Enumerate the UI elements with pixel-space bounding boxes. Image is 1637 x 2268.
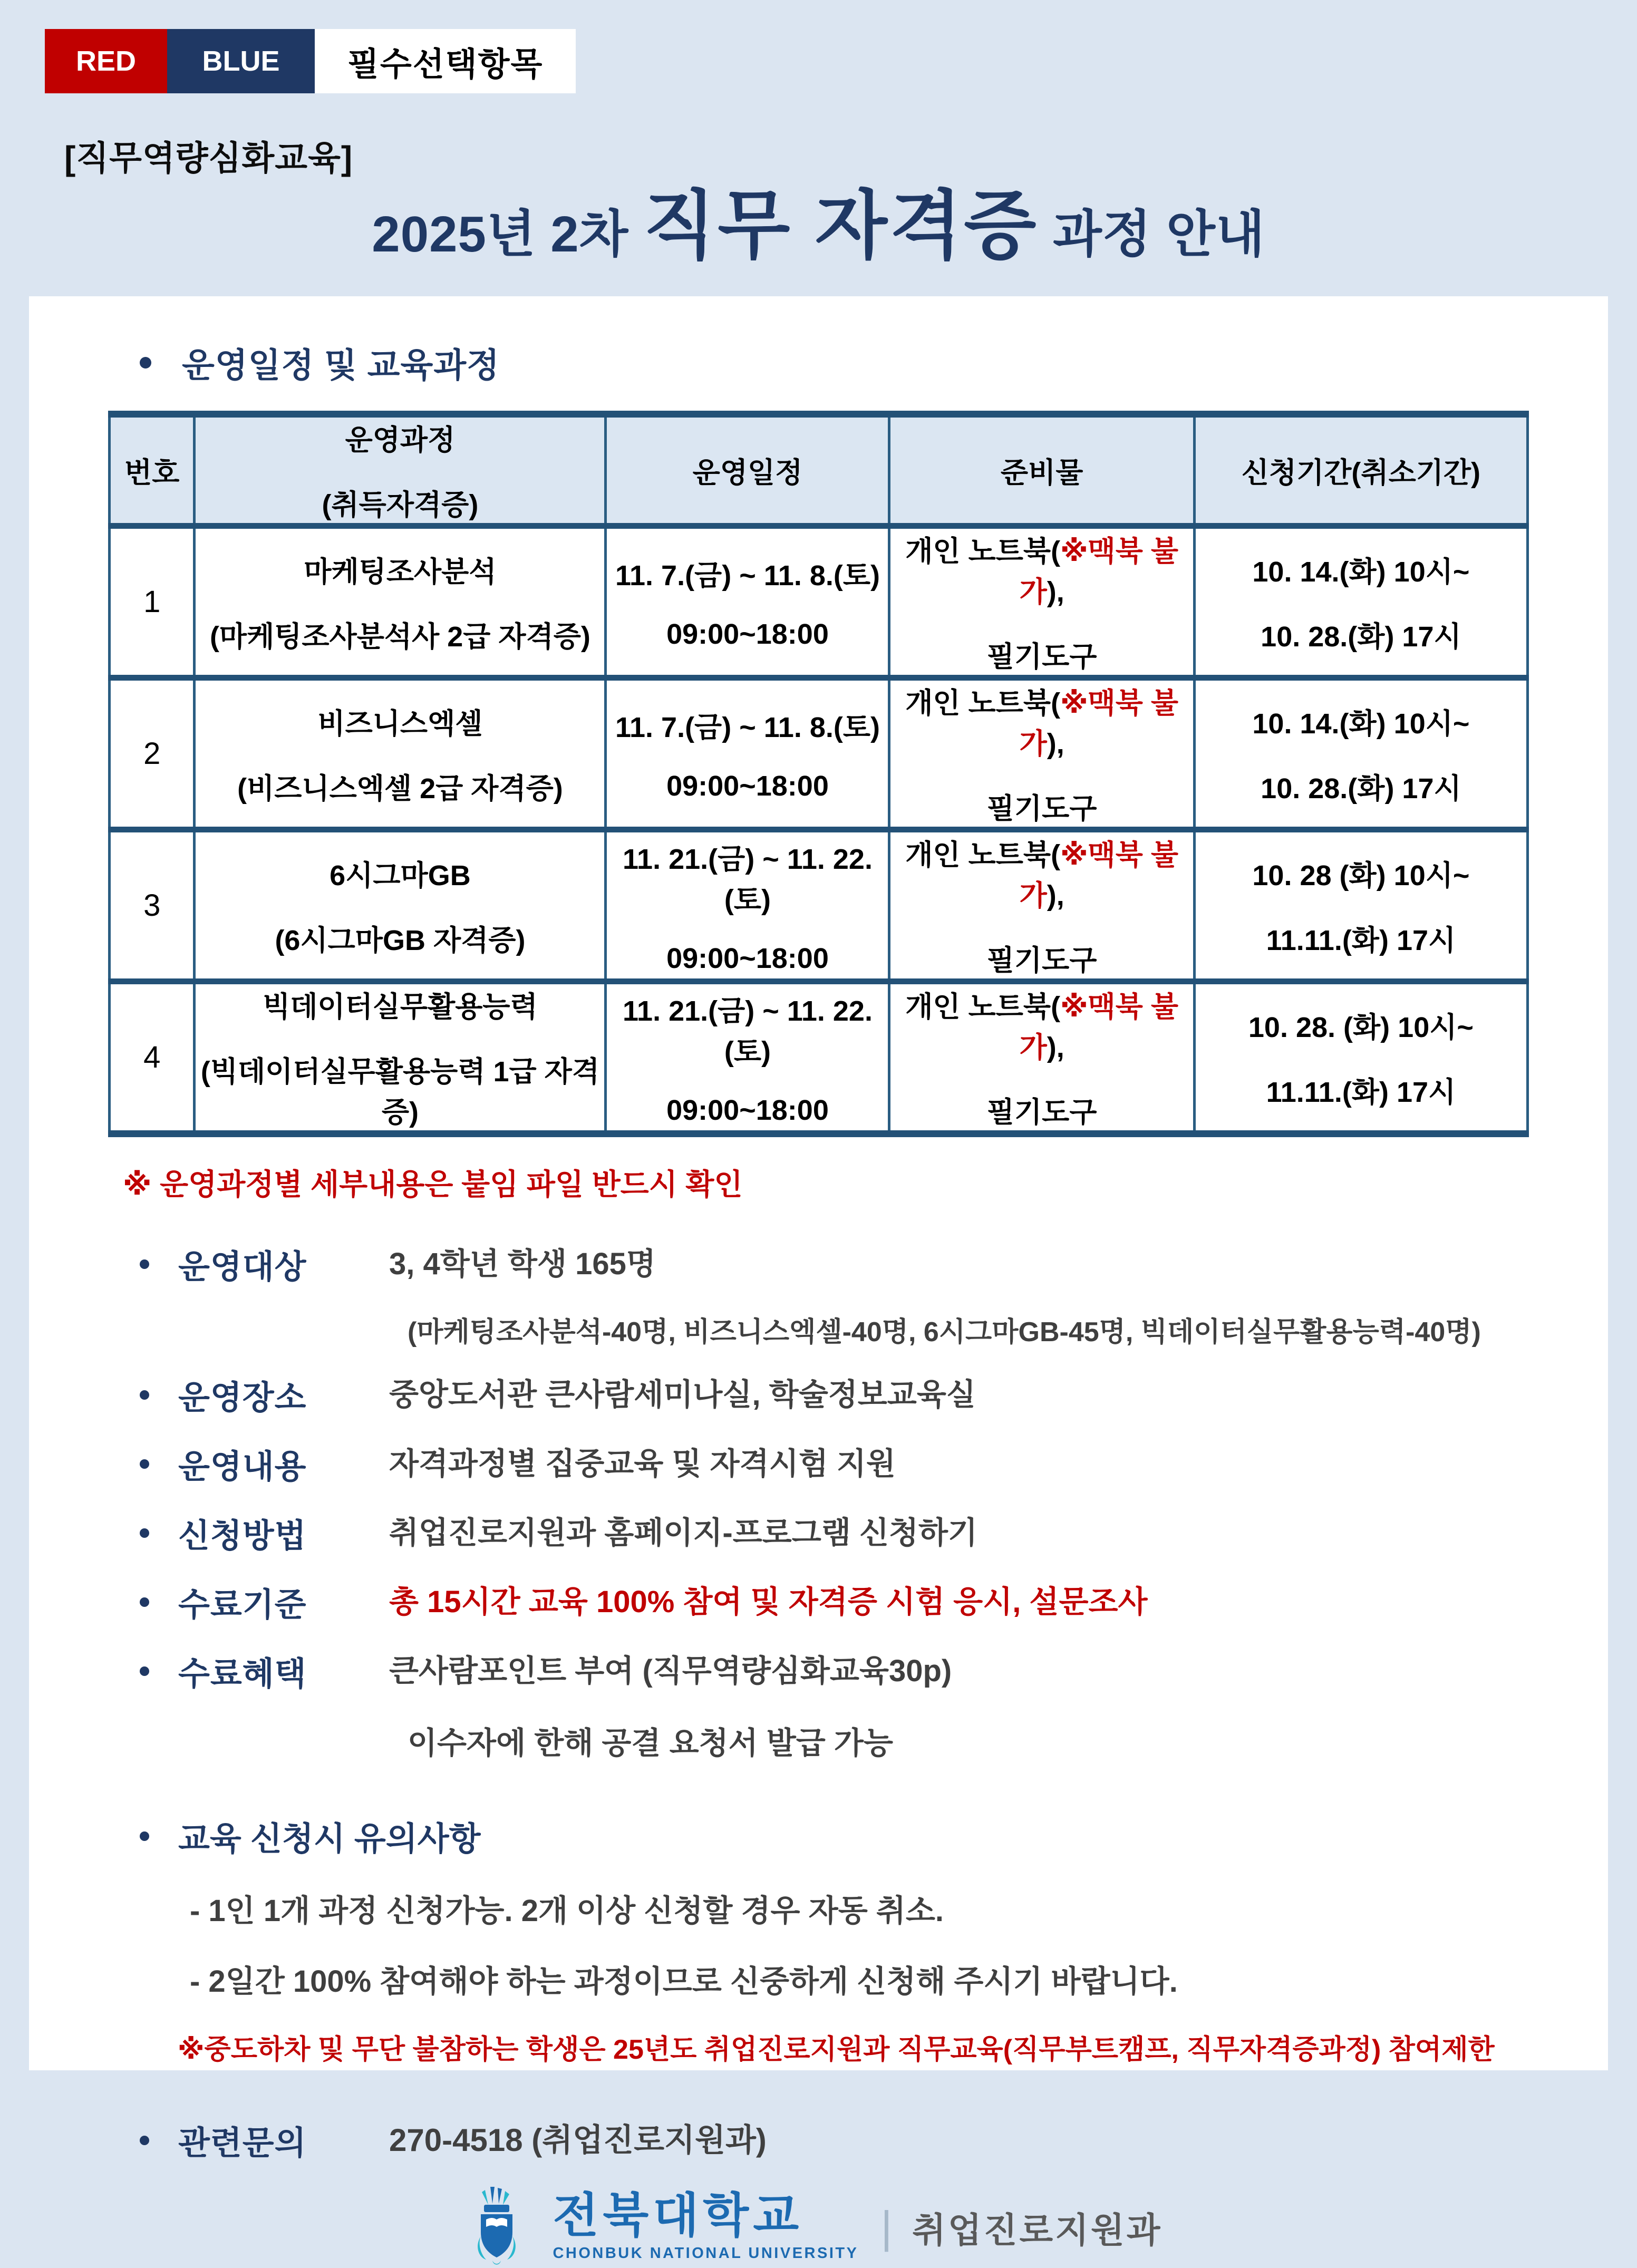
materials-line2: 필기도구 xyxy=(986,945,1097,977)
col-period: 신청기간(취소기간) xyxy=(1194,414,1527,526)
university-name-korean: 전북대학교 xyxy=(553,2189,803,2242)
period-start: 10. 28 (화) 10시~ xyxy=(1252,859,1470,891)
materials-suffix: ), xyxy=(1047,576,1064,608)
bullet-icon xyxy=(140,1459,149,1469)
info-value: 큰사람포인트 부여 (직무역량심화교육30p) xyxy=(389,1653,952,1688)
info-label: 운영내용 xyxy=(178,1449,307,1486)
schedule-time: 09:00~18:00 xyxy=(666,770,829,802)
participation-restriction-warning: ※중도하차 및 무단 불참하는 학생은 25년도 취업진로지원과 직무교육(직무부트캠프, 직무자격증과정) 참여제한 xyxy=(178,2034,1495,2066)
contact-label: 관련문의 xyxy=(178,2125,307,2162)
contact-phone: 270-4518 (취업진로지원과) xyxy=(389,2122,767,2158)
schedule-table-header xyxy=(110,414,1528,526)
materials-line2: 필기도구 xyxy=(986,641,1097,673)
period-start: 10. 14.(화) 10시~ xyxy=(1252,707,1470,740)
schedule-date: 11. 21.(금) ~ 11. 22.(토) xyxy=(622,843,873,916)
materials-warning: ※맥북 불가 xyxy=(1019,839,1179,912)
materials-cell xyxy=(889,830,1194,982)
info-list xyxy=(140,1240,1529,1762)
list-item-target xyxy=(140,1240,1529,1287)
schedule-cell xyxy=(606,830,889,982)
info-value: 중앙도서관 큰사람세미나실, 학술정보교육실 xyxy=(389,1377,976,1412)
course-name: 빅데이터실무활용능력 xyxy=(263,991,538,1023)
university-emblem-icon xyxy=(474,2186,537,2268)
list-item-content xyxy=(140,1440,1529,1487)
schedule-section-heading xyxy=(140,338,1529,387)
footer-logo-area xyxy=(108,2186,1529,2268)
period-end: 10. 28.(화) 17시 xyxy=(1261,772,1461,805)
col-schedule: 운영일정 xyxy=(606,414,889,526)
period-cell xyxy=(1194,830,1527,982)
materials-prefix: 개인 노트북( xyxy=(905,536,1061,568)
department-name: 취업진로지원과 xyxy=(912,2210,1163,2250)
application-notice-section xyxy=(140,1813,1529,2067)
top-badges xyxy=(45,29,1637,93)
bullet-icon xyxy=(140,1666,149,1676)
col-materials: 준비물 xyxy=(889,414,1194,526)
info-value: 3, 4학년 학생 165명 xyxy=(389,1246,656,1281)
materials-suffix: ), xyxy=(1047,728,1064,760)
materials-prefix: 개인 노트북( xyxy=(905,687,1061,720)
info-value: 자격과정별 집중교육 및 자격시험 지원 xyxy=(389,1446,896,1481)
info-label: 수료혜택 xyxy=(178,1656,307,1693)
col-course-line1: 운영과정 xyxy=(345,424,456,457)
course-cert: (빅데이터실무활용능력 1급 자격증) xyxy=(200,1056,600,1129)
title-prefix: 2025년 2차 xyxy=(372,206,644,263)
university-name-english: CHONBUK NATIONAL UNIVERSITY xyxy=(553,2244,859,2262)
header-row xyxy=(110,414,1528,526)
col-number: 번호 xyxy=(110,414,195,526)
materials-line1 xyxy=(890,832,1193,914)
period-end: 10. 28.(화) 17시 xyxy=(1261,621,1461,653)
period-cell xyxy=(1194,678,1527,830)
materials-line1 xyxy=(890,984,1193,1065)
bullet-icon xyxy=(140,1831,149,1841)
title-emphasis: 직무 자격증 xyxy=(643,184,1039,268)
table-row xyxy=(110,830,1528,982)
materials-line1 xyxy=(890,681,1193,762)
university-name-block xyxy=(553,2189,859,2262)
content-panel xyxy=(29,296,1608,2262)
table-row xyxy=(110,526,1528,678)
materials-cell xyxy=(889,678,1194,830)
table-row xyxy=(110,678,1528,830)
bullet-icon xyxy=(140,357,151,369)
schedule-time: 09:00~18:00 xyxy=(666,618,829,651)
target-breakdown: (마케팅조사분석-40명, 비즈니스엑셀-40명, 6시그마GB-45명, 빅데이터실무활용능력-40명) xyxy=(408,1317,1481,1348)
schedule-date: 11. 21.(금) ~ 11. 22.(토) xyxy=(622,995,873,1068)
materials-cell xyxy=(889,982,1194,1134)
red-badge: RED xyxy=(45,29,167,93)
schedule-date: 11. 7.(금) ~ 11. 8.(토) xyxy=(615,560,880,592)
title-suffix: 과정 안내 xyxy=(1038,206,1265,263)
col-course xyxy=(195,414,606,526)
period-start: 10. 14.(화) 10시~ xyxy=(1252,556,1470,588)
contact-row xyxy=(140,2117,1529,2164)
course-cert: (마케팅조사분석사 2급 자격증) xyxy=(209,621,590,653)
course-name: 마케팅조사분석 xyxy=(304,556,497,588)
period-cell xyxy=(1194,982,1527,1134)
materials-suffix: ), xyxy=(1047,1032,1064,1064)
course-cell xyxy=(195,830,606,982)
row-number: 3 xyxy=(110,830,195,982)
materials-cell xyxy=(889,526,1194,678)
info-label: 신청방법 xyxy=(178,1518,307,1555)
materials-prefix: 개인 노트북( xyxy=(905,839,1061,871)
period-cell xyxy=(1194,526,1527,678)
row-number: 1 xyxy=(110,526,195,678)
bullet-icon xyxy=(140,1390,149,1400)
footer-divider: | xyxy=(880,2202,893,2252)
materials-prefix: 개인 노트북( xyxy=(905,991,1061,1023)
info-value-warning: 총 15시간 교육 100% 참여 및 자격증 시험 응시, 설문조사 xyxy=(389,1584,1148,1619)
required-choice-badge: 필수선택항목 xyxy=(315,29,576,93)
course-cell xyxy=(195,526,606,678)
materials-warning: ※맥북 불가 xyxy=(1019,687,1179,760)
schedule-cell xyxy=(606,982,889,1134)
schedule-section-title: 운영일정 및 교육과정 xyxy=(182,346,500,385)
course-cell xyxy=(195,678,606,830)
program-category-label: [직무역량심화교육] xyxy=(64,139,353,177)
schedule-cell xyxy=(606,526,889,678)
info-label: 수료기준 xyxy=(178,1587,307,1624)
row-number: 2 xyxy=(110,678,195,830)
page-title xyxy=(0,183,1637,269)
schedule-cell xyxy=(606,678,889,830)
blue-badge: BLUE xyxy=(167,29,315,93)
schedule-table xyxy=(108,411,1529,1137)
row-number: 4 xyxy=(110,982,195,1134)
list-item-completion-criteria xyxy=(140,1578,1529,1625)
period-end: 11.11.(화) 17시 xyxy=(1266,924,1456,956)
materials-warning: ※맥북 불가 xyxy=(1019,536,1179,608)
bullet-icon xyxy=(140,1597,149,1607)
list-item-apply-method xyxy=(140,1509,1529,1556)
notice-line-2: - 2일간 100% 참여해야 하는 과정이므로 신중하게 신청해 주시기 바랍니다. xyxy=(190,1964,1178,1999)
info-label: 운영대상 xyxy=(178,1249,307,1286)
notice-line-1: - 1인 1개 과정 신청가능. 2개 이상 신청할 경우 자동 취소. xyxy=(190,1894,944,1928)
period-end: 11.11.(화) 17시 xyxy=(1266,1076,1456,1108)
course-cell xyxy=(195,982,606,1134)
course-cert: (6시그마GB 자격증) xyxy=(275,924,526,956)
materials-line1 xyxy=(890,529,1193,610)
benefit-second-line: 이수자에 한해 공결 요청서 발급 가능 xyxy=(408,1726,893,1761)
period-start: 10. 28. (화) 10시~ xyxy=(1248,1011,1474,1043)
notice-title: 교육 신청시 유의사항 xyxy=(178,1821,481,1858)
bullet-icon xyxy=(140,1259,149,1269)
schedule-date: 11. 7.(금) ~ 11. 8.(토) xyxy=(615,712,880,744)
bullet-icon xyxy=(140,2136,149,2145)
bullet-icon xyxy=(140,1528,149,1538)
course-name: 비즈니스엑셀 xyxy=(317,707,483,740)
table-row xyxy=(110,982,1528,1134)
col-course-line2: (취득자격증) xyxy=(322,489,479,521)
info-value: 취업진로지원과 홈페이지-프로그램 신청하기 xyxy=(389,1515,978,1550)
attachment-check-note: ※ 운영과정별 세부내용은 붙임 파일 반드시 확인 xyxy=(123,1168,743,1201)
info-label: 운영장소 xyxy=(178,1380,307,1417)
materials-line2: 필기도구 xyxy=(986,793,1097,825)
course-name: 6시그마GB xyxy=(330,859,471,891)
list-item-place xyxy=(140,1371,1529,1418)
list-item-completion-benefit xyxy=(140,1647,1529,1694)
notice-heading xyxy=(140,1813,1529,1859)
schedule-time: 09:00~18:00 xyxy=(666,942,829,974)
materials-warning: ※맥북 불가 xyxy=(1019,991,1179,1064)
course-cert: (비즈니스엑셀 2급 자격증) xyxy=(237,772,563,805)
materials-line2: 필기도구 xyxy=(986,1097,1097,1129)
materials-suffix: ), xyxy=(1047,880,1064,912)
schedule-time: 09:00~18:00 xyxy=(666,1094,829,1126)
